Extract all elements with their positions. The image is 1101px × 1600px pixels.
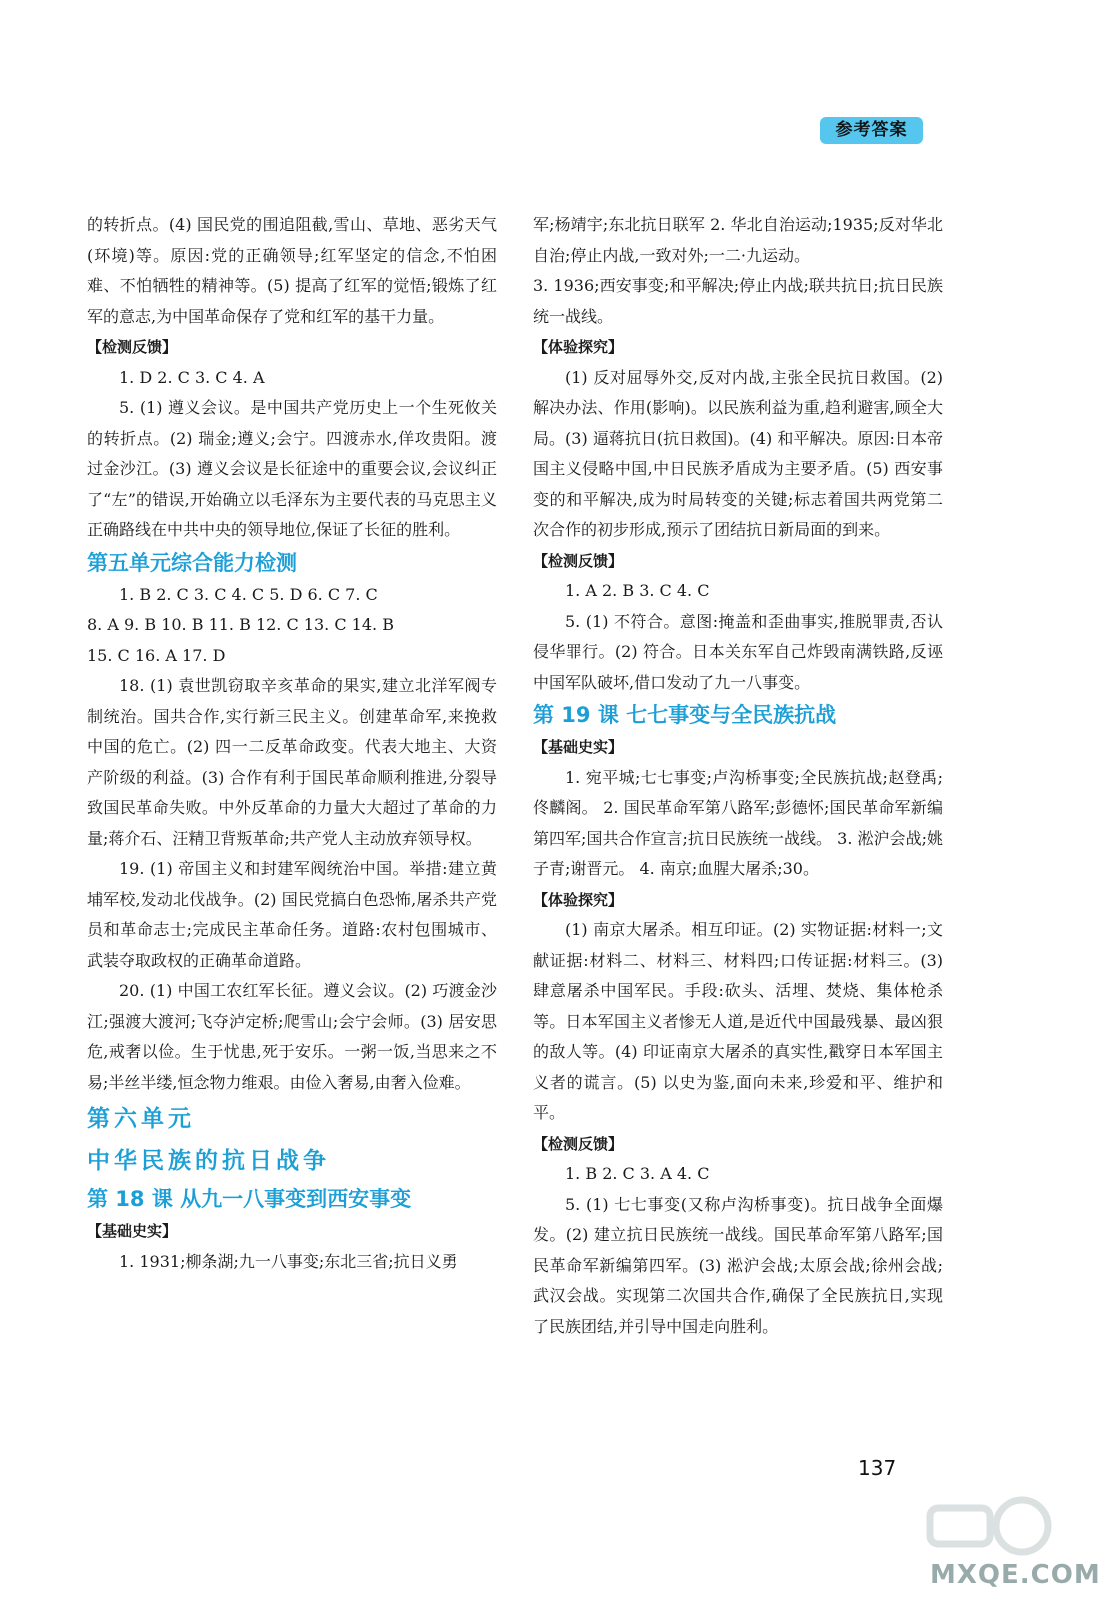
paragraph: 的转折点。(4) 国民党的围追阻截,雪山、草地、恶劣天气(环境)等。原因:党的正确领导;红军坚定的信念,不怕困难、不怕牺牲的精神等。(5) 提高了红军的觉悟;锻炼了红军的意志,为中国革命保存了党和红军的基干力量。 <box>87 215 497 326</box>
section-heading: 第五单元综合能力检测 <box>87 550 297 575</box>
section-tag: 【检测反馈】 <box>533 1134 624 1153</box>
right-column <box>533 210 943 1342</box>
paragraph: 3. 1936;西安事变;和平解决;停止内战;联共抗日;抗日民族统一战线。 <box>533 276 943 326</box>
answer-key-badge: 参考答案 <box>820 117 923 144</box>
paragraph: 5. (1) 不符合。意图:掩盖和歪曲事实,推脱罪责,否认侵华罪行。(2) 符合。日本关东军自己炸毁南满铁路,反诬中国军队破坏,借口发动了九一八事变。 <box>533 611 943 692</box>
paragraph: (1) 反对屈辱外交,反对内战,主张全民抗日救国。(2) 解决办法、作用(影响)。以民族利益为重,趋利避害,顾全大局。(3) 逼蒋抗日(抗日救国)。(4) 和平解决。原因:日本帝国主义侵略中国,中日民族矛盾成为主要矛盾。(5) 西安事变的和平解决,成为时局转变的关键;标志着国共两党第二次合作的初步形成,预示了团结抗日新局面的到来。 <box>533 367 943 539</box>
answer-line: 15. C 16. A 17. D <box>87 645 226 665</box>
section-tag: 【基础史实】 <box>87 1222 178 1240</box>
paragraph: (1) 南京大屠杀。相互印证。(2) 实物证据:材料一;文献证据:材料二、材料三、材料四;口传证据:材料三。(3) 肆意屠杀中国军民。手段:砍头、活埋、焚烧、集体枪杀等。日本军国主义者惨无人道,是近代中国最残暴、最凶狠的敌人等。(4) 印证南京大屠杀的真实性,戳穿日本军国主义者的谎言。(5) 以史为鉴,面向未来,珍爱和平、维护和平。 <box>533 920 943 1122</box>
paragraph: 20. (1) 中国工农红军长征。遵义会议。(2) 巧渡金沙江;强渡大渡河;飞夺泸定桥;爬雪山;会宁会师。(3) 居安思危,戒奢以俭。生于忧患,死于安乐。一粥一饭,当思来之不易;半丝半缕,恒念物力维艰。由俭入奢易,由奢入俭难。 <box>87 981 497 1092</box>
paragraph: 军;杨靖宇;东北抗日联军 2. 华北自治运动;1935;反对华北自治;停止内战,一致对外;一二·九运动。 <box>533 215 943 265</box>
section-tag: 【基础史实】 <box>533 738 624 756</box>
watermark-text: MXQE.COM <box>930 1560 1101 1590</box>
section-tag: 【检测反馈】 <box>533 551 624 570</box>
answer-line: 1. A 2. B 3. C 4. C <box>565 581 710 600</box>
unit-title: 中华民族的抗日战争 <box>87 1148 330 1174</box>
paragraph: 1. 1931;柳条湖;九一八事变;东北三省;抗日义勇 <box>119 1251 458 1271</box>
section-tag: 【检测反馈】 <box>87 338 178 356</box>
paragraph: 5. (1) 遵义会议。是中国共产党历史上一个生死攸关的转折点。(2) 瑞金;遵义;会宁。四渡赤水,佯攻贵阳。渡过金沙江。(3) 遵义会议是长征途中的重要会议,会议纠正了“左”的错误,开始确立以毛泽东为主要代表的马克思主义正确路线在中共中央的领导地位,保证了长征的胜利。 <box>87 398 497 539</box>
lesson-heading: 第 19 课 七七事变与全民族抗战 <box>533 703 837 727</box>
page-number: 137 <box>858 1456 897 1480</box>
section-tag: 【体验探究】 <box>533 338 624 356</box>
paragraph: 19. (1) 帝国主义和封建军阀统治中国。举措:建立黄埔军校,发动北伐战争。(2) 国民党搞白色恐怖,屠杀共产党员和革命志士;完成民主革命任务。道路:农村包围城市、武装夺取政权的正确革命道路。 <box>87 859 497 970</box>
left-column <box>87 210 497 1277</box>
unit-heading: 第六单元 <box>87 1106 195 1132</box>
answer-line: 8. A 9. B 10. B 11. B 12. C 13. C 14. B <box>87 615 394 634</box>
paragraph: 5. (1) 七七事变(又称卢沟桥事变)。抗日战争全面爆发。(2) 建立抗日民族统一战线。国民革命军第八路军;国民革命军新编第四军。(3) 淞沪会战;太原会战;徐州会战;武汉会战。实现第二次国共合作,确保了全民族抗日,实现了民族团结,并引导中国走向胜利。 <box>533 1194 943 1336</box>
lesson-heading: 第 18 课 从九一八事变到西安事变 <box>87 1187 412 1211</box>
answer-line: 1. D 2. C 3. C 4. A <box>119 367 265 387</box>
paragraph: 1. 宛平城;七七事变;卢沟桥事变;全民族抗战;赵登禹;佟麟阁。 2. 国民革命军第八路军;彭德怀;国民革命军新编第四军;国共合作宣言;抗日民族统一战线。 3. 淞沪会战;姚子青;谢晋元。 4. 南京;血腥大屠杀;30。 <box>533 767 943 878</box>
section-tag: 【体验探究】 <box>533 890 624 909</box>
answer-line: 1. B 2. C 3. C 4. C 5. D 6. C 7. C <box>119 584 378 604</box>
paragraph: 18. (1) 袁世凯窃取辛亥革命的果实,建立北洋军阀专制统治。国共合作,实行新三民主义。创建革命军,来挽救中国的危亡。(2) 四一二反革命政变。代表大地主、大资产阶级的利益。(3) 合作有利于国民革命顺利推进,分裂导致国民革命失败。中外反革命的力量大大超过了革命的力量;蒋介石、汪精卫背叛革命;共产党人主动放弃领导权。 <box>87 676 497 848</box>
answer-line: 1. B 2. C 3. A 4. C <box>565 1164 710 1183</box>
